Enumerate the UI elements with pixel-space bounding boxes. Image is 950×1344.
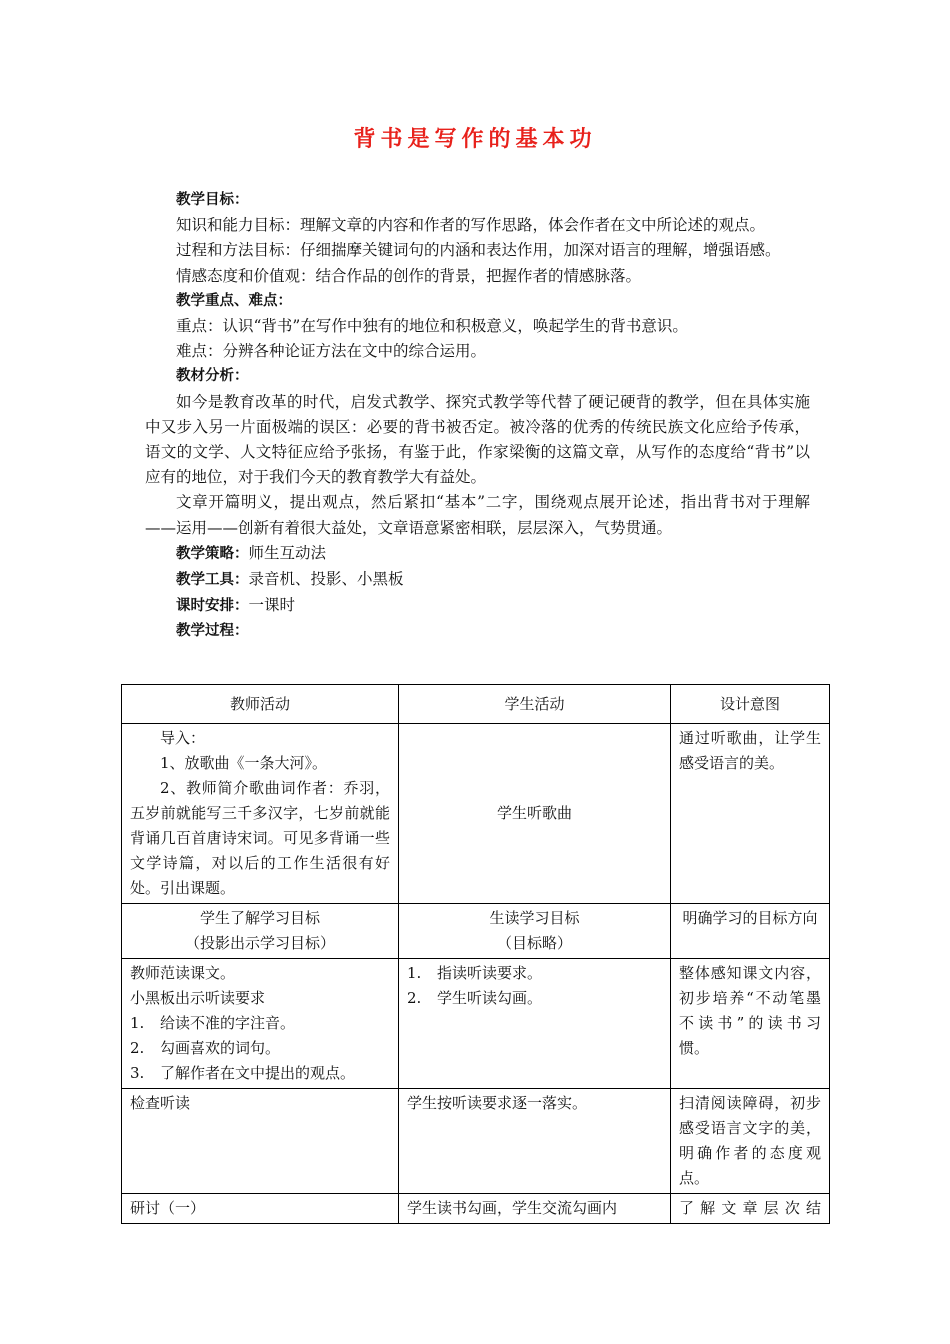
schedule-line — [145, 593, 810, 619]
schedule-value: 一课时 — [248, 596, 296, 615]
intro-step-1: 1、放歌曲《一条大河》。 — [160, 754, 328, 772]
student-cell — [399, 904, 671, 959]
schedule-label: 课时安排： — [176, 598, 249, 615]
difficult-point: 难点：分辨各种论证方法在文中的综合运用。 — [176, 342, 487, 361]
list-number: 1. — [407, 964, 422, 982]
intent-cell: 了解文章层次结 — [671, 1194, 830, 1224]
key-point: 重点：认识“背书”在写作中独有的地位和积极意义，唤起学生的背书意识。 — [176, 317, 688, 336]
table-row — [122, 959, 830, 1089]
strategy-label: 教学策略： — [176, 545, 249, 562]
objective-knowledge: 知识和能力目标：理解文章的内容和作者的写作思路，体会作者在文中所论述的观点。 — [176, 216, 766, 235]
objectives-heading: 教学目标： — [176, 192, 249, 208]
list-item — [130, 1036, 390, 1061]
objective-process: 过程和方法目标：仔细揣摩关键词句的内涵和表达作用，加深对语言的理解，增强语感。 — [176, 241, 781, 260]
teacher-cell — [122, 724, 399, 904]
lesson-plan-body — [145, 188, 810, 645]
list-text: 指读听读要求。 — [437, 964, 543, 982]
intent-cell: 通过听歌曲，让学生感受语言的美。 — [671, 724, 830, 904]
student-line-1: 生读学习目标 — [489, 909, 580, 927]
header-design-intent: 设计意图 — [671, 685, 830, 724]
table-row — [122, 1089, 830, 1194]
teacher-line-2: （投影出示学习目标） — [184, 934, 335, 952]
table-row — [122, 1194, 830, 1224]
table-header-row — [122, 685, 830, 724]
list-item — [407, 986, 662, 1011]
list-number: 3. — [130, 1064, 145, 1082]
analysis-paragraph-1: 如今是教育改革的时代，启发式教学、探究式教学等代替了硬记硬背的教学，但在具体实施中又步入另一片面极端的误区：必要的背书被否定。被冷落的优秀的传统民族文化应给予传承，语文的文学、人文特征应给予张扬，有鉴于此，作家梁衡的这篇文章，从写作的态度给“背书”以应有的地位，对于我们今天的教育教学大有益处。 — [145, 392, 810, 487]
key-points-heading: 教学重点、难点： — [176, 292, 292, 309]
teacher-line-1: 教师范读课文。 — [130, 964, 236, 982]
teacher-line-1: 学生了解学习目标 — [199, 909, 320, 927]
table-row — [122, 724, 830, 904]
list-item — [407, 961, 662, 986]
teacher-line-2: 小黑板出示听读要求 — [130, 989, 266, 1007]
list-number: 2. — [130, 1039, 145, 1057]
intent-cell: 明确学习的目标方向 — [671, 904, 830, 959]
analysis-heading: 教材分析： — [176, 368, 249, 385]
list-text: 了解作者在文中提出的观点。 — [160, 1064, 356, 1082]
teacher-cell: 研讨（一） — [122, 1194, 399, 1224]
header-student-activity: 学生活动 — [399, 685, 671, 724]
tools-value: 录音机、投影、小黑板 — [248, 570, 404, 589]
list-text: 给读不准的字注音。 — [160, 1014, 296, 1032]
list-item — [130, 1061, 390, 1086]
strategy-value: 师生互动法 — [248, 543, 327, 562]
process-heading: 教学过程： — [176, 623, 249, 640]
list-item — [130, 1011, 390, 1036]
list-number: 2. — [407, 989, 422, 1007]
strategy-line — [145, 541, 810, 567]
tools-label: 教学工具： — [176, 572, 249, 589]
student-line-2: （目标略） — [496, 934, 572, 952]
lesson-process-table — [121, 684, 830, 1224]
analysis-paragraph-2: 文章开篇明义，提出观点，然后紧扣“基本”二字，围绕观点展开论述，指出背书对于理解——运用——创新有着很大益处，文章语意紧密相联，层层深入，气势贯通。 — [145, 493, 810, 537]
header-teacher-activity: 教师活动 — [122, 685, 399, 724]
student-cell — [399, 959, 671, 1089]
student-cell: 学生按听读要求逐一落实。 — [399, 1089, 671, 1194]
objective-emotion: 情感态度和价值观：结合作品的创作的背景，把握作者的情感脉落。 — [176, 266, 642, 285]
student-cell: 学生听歌曲 — [399, 724, 671, 904]
intro-label: 导入： — [160, 729, 206, 747]
document-title: 背书是写作的基本功 — [353, 126, 597, 152]
list-text: 学生听读勾画。 — [437, 989, 543, 1007]
tools-line — [145, 567, 810, 593]
table-row — [122, 904, 830, 959]
intro-step-2: 2、教师简介歌曲词作者：乔羽，五岁前就能写三千多汉字，七岁前就能背诵几百首唐诗宋词。可见多背诵一些文学诗篇，对以后的工作生活很有好处。引出课题。 — [130, 779, 390, 897]
list-text: 勾画喜欢的词句。 — [160, 1039, 281, 1057]
teacher-cell — [122, 904, 399, 959]
list-number: 1. — [130, 1014, 145, 1032]
intent-cell: 整体感知课文内容，初步培养“不动笔墨不读书”的读书习惯。 — [671, 959, 830, 1089]
teacher-cell: 检查听读 — [122, 1089, 399, 1194]
student-cell: 学生读书勾画，学生交流勾画内 — [399, 1194, 671, 1224]
teacher-cell — [122, 959, 399, 1089]
intent-cell: 扫清阅读障碍，初步感受语言文字的美，明确作者的态度观点。 — [671, 1089, 830, 1194]
